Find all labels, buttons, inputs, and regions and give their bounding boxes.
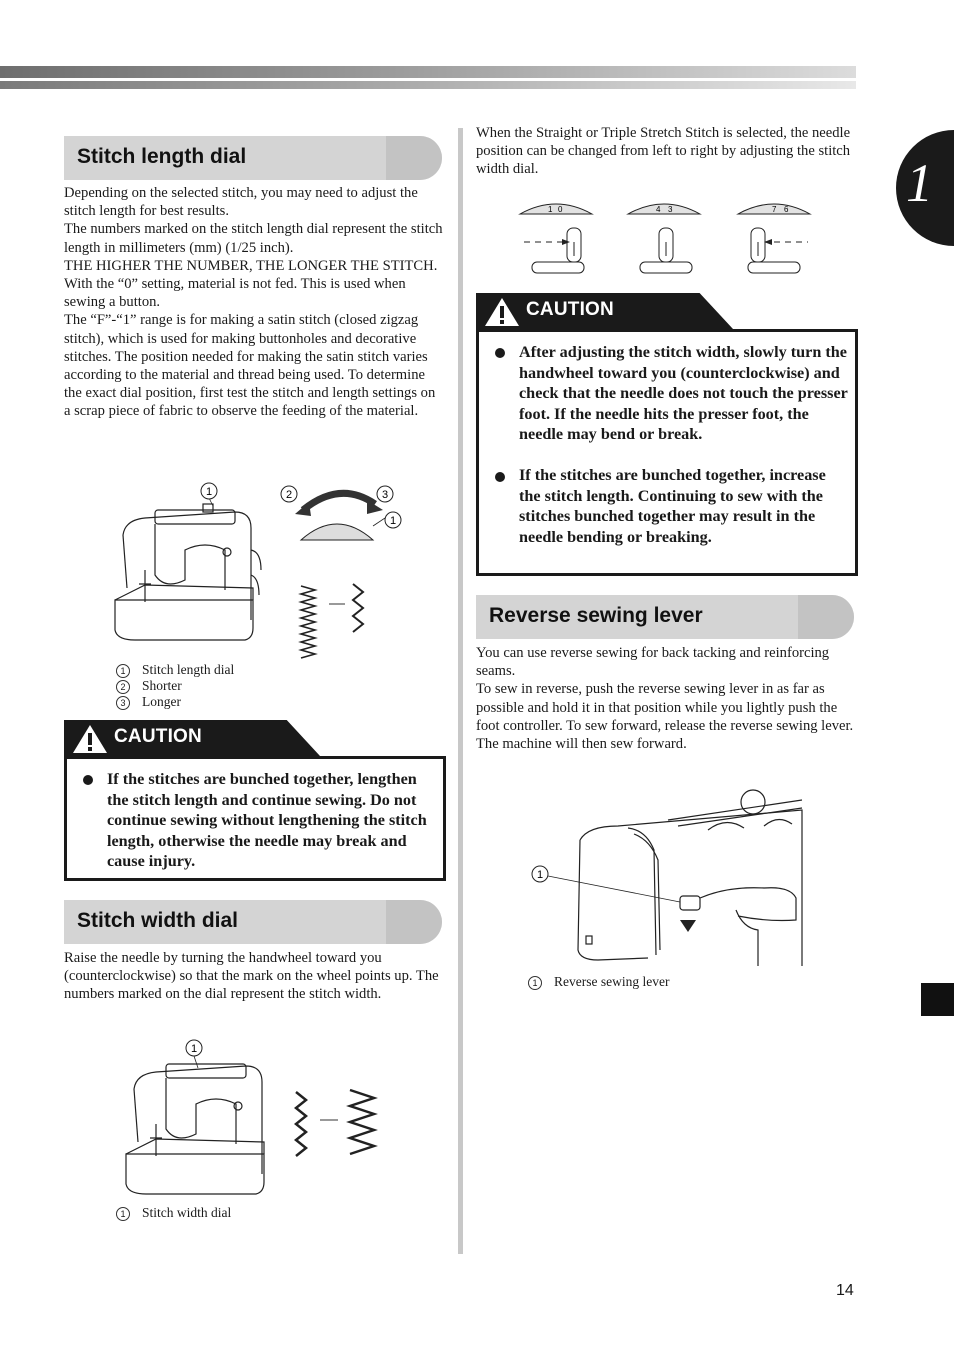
svg-text:1: 1 [190,1043,198,1055]
callout-2 [281,486,297,502]
warning-icon [484,297,520,327]
needle-position-body: When the Straight or Triple Stretch Stitch is selected, the needle position can be changed from left to right by adjusting the stitch width dial. [476,125,851,178]
paragraph: You can use reverse sewing for back tacking and reinforcing seams. [476,645,830,680]
dial-left [520,204,592,273]
caption-row: 2 Shorter [116,678,234,694]
column-divider [458,128,463,1254]
page-number: 14 [836,1282,854,1299]
header-bars [0,64,856,90]
svg-text:2: 2 [285,489,293,501]
stitch-width-captions [116,1205,231,1221]
paragraph: The numbers marked on the stitch length dial represent the stitch length in millimeters (mm) (1/25 inch). [64,221,443,256]
caution-header-left [64,720,320,756]
svg-text:1: 1 [536,869,544,881]
needle-position-figure [518,198,818,278]
warning-icon [72,724,108,754]
paragraph: Depending on the selected stitch, you may need to adjust the stitch length for best results. [64,185,418,220]
stitch-length-body [64,184,444,421]
heading-stitch-width [64,900,442,944]
curved-arrow [303,493,375,510]
caution-box-right [476,329,858,576]
svg-text:7: 7 [772,205,777,214]
dial-center [628,204,700,273]
stitch-width-body: Raise the needle by turning the handwheel toward you (counterclockwise) so that the mark on the wheel points up. The numbers marked on the dial represent the stitch width. [64,950,439,1003]
callout-1 [532,866,548,882]
caution-header-right [476,293,733,329]
svg-text:0: 0 [558,205,563,214]
caution-item: After adjusting the stitch width, slowly turn the handwheel toward you (counterclockwise) and check that the needle does not touch the presser foot. If the needle hits the presser foot, the needle may bend or break. [519,343,848,444]
side-thumb-mark [921,983,954,1016]
heading-text: Stitch width dial [77,909,238,932]
satin-stitch-icon [301,586,315,658]
chapter-number: 1 [906,153,933,213]
callout-3 [377,486,393,502]
stitch-length-captions [116,662,234,710]
caption-row: 1 Reverse sewing lever [528,974,669,990]
heading-stitch-length [64,136,442,180]
dial-right [738,204,810,273]
caution-item: If the stitches are bunched together, lengthen the stitch length and continue sewing. Do not continue sewing without lengthening the stitch length, otherwise the needle may break and cause injury. [107,770,427,871]
caption-row: 1 Stitch width dial [116,1205,231,1221]
paragraph: The “F”-“1” range is for making a satin stitch (closed zigzag stitch), which is used for making buttonholes and decorative stitches. The position needed for making the satin stitch varies according to the material and thread being used. To determine the exact dial position, first test the stitch and length settings on a scrap piece of fabric to observe the feeding of the material. [64,312,436,420]
caution-box-left [64,756,446,881]
svg-text:1: 1 [205,486,213,498]
wide-zigzag-icon [350,1090,374,1154]
stitch-length-figure [105,480,397,650]
heading-text: Reverse sewing lever [489,604,703,627]
callout-1 [201,483,217,499]
svg-text:3: 3 [668,205,673,214]
paragraph: THE HIGHER THE NUMBER, THE LONGER THE STITCH. With the “0” setting, material is not fed. This is used when sewing a button. [64,257,438,311]
paragraph: To sew in reverse, push the reverse sewing lever in as far as possible and hold it in that position while you lightly push the foot controller. To sew forward, release the reverse sewing lever. The machine will then sew forward. [476,681,854,753]
zigzag-stitch-icon [353,584,363,632]
svg-text:1: 1 [389,515,397,527]
svg-text:1: 1 [548,205,553,214]
callout-1 [186,1040,202,1056]
heading-text: Stitch length dial [77,145,247,168]
dial-icon [301,524,373,540]
caution-item: If the stitches are bunched together, increase the stitch length. Continuing to sew with the stitches bunched together may result in the needle bending or breaking. [519,466,826,546]
caution-label: CAUTION [114,726,202,747]
reverse-lever-figure [528,790,803,966]
stitch-width-figure [120,1038,390,1198]
caption-row: 3 Longer [116,694,234,710]
svg-text:3: 3 [381,489,389,501]
reverse-body [476,644,858,753]
heading-reverse-lever [476,595,854,639]
narrow-zigzag-icon [296,1092,306,1156]
svg-text:4: 4 [656,205,661,214]
caution-label: CAUTION [526,299,614,320]
callout-1b [385,512,401,528]
svg-text:6: 6 [784,205,789,214]
reverse-captions [528,974,669,990]
chapter-tab [896,130,954,246]
caption-row: 1 Stitch length dial [116,662,234,678]
